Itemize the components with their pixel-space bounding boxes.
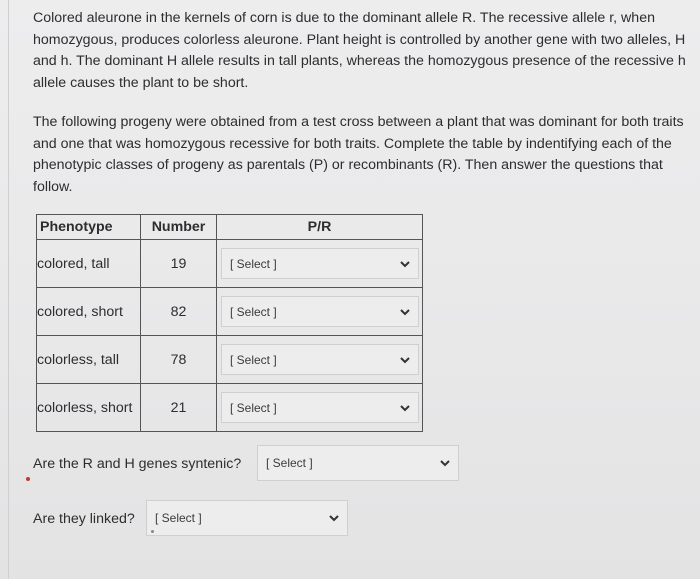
chevron-down-icon: [399, 258, 411, 270]
number-cell: 19: [141, 240, 217, 288]
pr-cell: [217, 384, 423, 432]
chevron-down-icon: [399, 306, 411, 318]
question-syntenic: Are the R and H genes syntenic?: [33, 456, 242, 472]
phenotype-cell: colorless, short: [37, 384, 141, 432]
number-cell: 82: [141, 288, 217, 336]
pr-cell: [217, 240, 423, 288]
chevron-down-icon: [439, 457, 451, 469]
pr-cell: [217, 288, 423, 336]
number-cell: 78: [141, 336, 217, 384]
select-label: [ Select ]: [266, 456, 313, 470]
cursor-dot: [151, 530, 154, 533]
table-row: [37, 336, 423, 384]
select-label: [ Select ]: [230, 352, 277, 367]
question-linked: Are they linked?: [33, 511, 135, 527]
select-label: [ Select ]: [230, 304, 277, 319]
table-header-row: [37, 215, 423, 240]
marker-dot: [26, 477, 30, 481]
pr-select-dropdown[interactable]: [221, 344, 419, 375]
phenotype-cell: colored, tall: [37, 240, 141, 288]
chevron-down-icon: [399, 402, 411, 414]
phenotype-table: [36, 214, 423, 432]
phenotype-cell: colored, short: [37, 288, 141, 336]
syntenic-select-dropdown[interactable]: [257, 445, 459, 481]
header-phenotype: Phenotype: [37, 215, 141, 240]
pr-select-dropdown[interactable]: [221, 296, 419, 327]
header-pr: P/R: [217, 215, 423, 240]
table-row: [37, 240, 423, 288]
pr-select-dropdown[interactable]: [221, 248, 419, 279]
table-row: [37, 288, 423, 336]
linked-select-dropdown[interactable]: [146, 500, 348, 536]
select-label: [ Select ]: [155, 511, 202, 525]
chevron-down-icon: [328, 512, 340, 524]
number-cell: 21: [141, 384, 217, 432]
select-label: [ Select ]: [230, 400, 277, 415]
chevron-down-icon: [399, 354, 411, 366]
header-number: Number: [141, 215, 217, 240]
left-border: [8, 0, 9, 579]
pr-cell: [217, 336, 423, 384]
phenotype-cell: colorless, tall: [37, 336, 141, 384]
table-row: [37, 384, 423, 432]
intro-paragraph-2: The following progeny were obtained from a test cross between a plant that was dominant for both traits and one that was homozygous recessive for both traits. Complete the table by indentifying each of the phenotypic classes of progeny as parentals (P) or recombinants (R). Then answer the questions that follow.: [33, 114, 684, 195]
pr-select-dropdown[interactable]: [221, 392, 419, 423]
intro-paragraph-1: Colored aleurone in the kernels of corn is due to the dominant allele R. The recessive allele r, when homozygous, produces colorless aleurone. Plant height is controlled by another gene with two alleles, H and h. The dominant H allele results in tall plants, whereas the homozygous presence of the recessive h allele causes the plant to be short.: [33, 10, 686, 91]
select-label: [ Select ]: [230, 256, 277, 271]
